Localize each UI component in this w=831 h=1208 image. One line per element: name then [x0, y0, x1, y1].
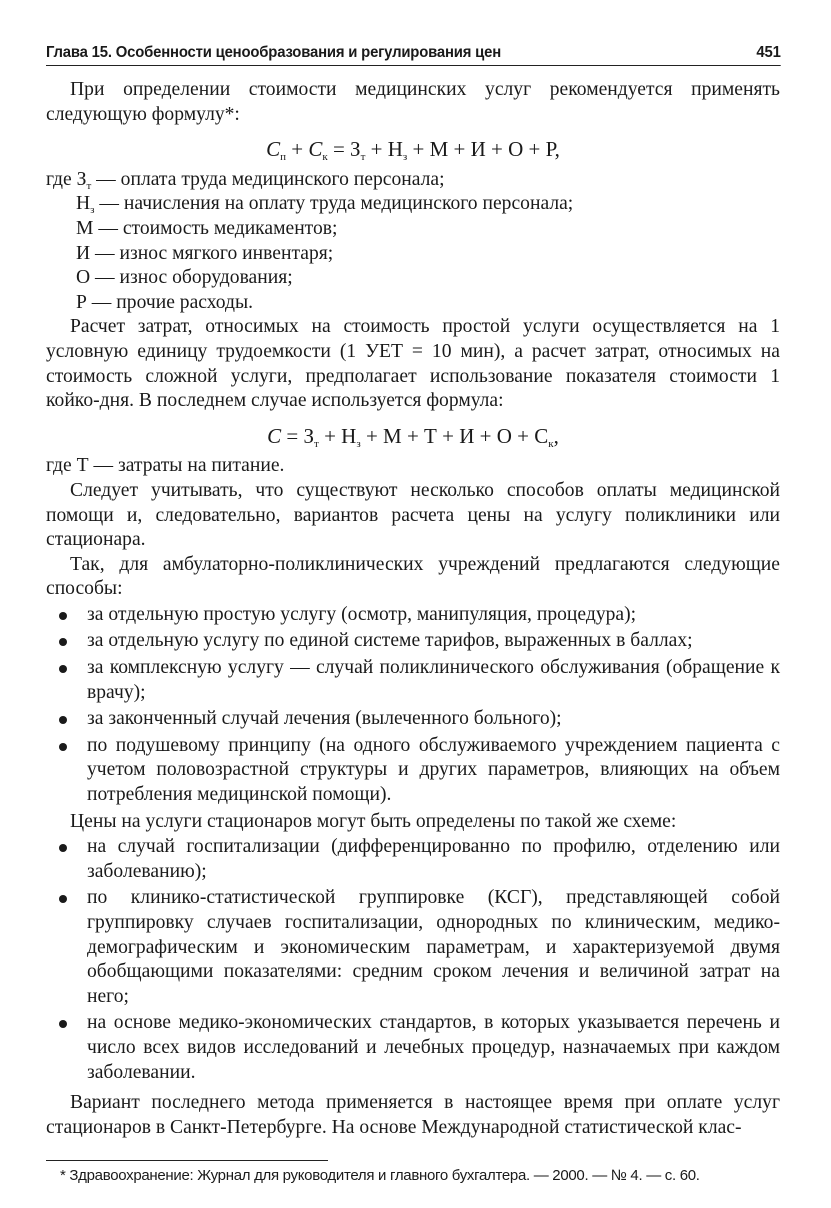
legend-text: — начисления на оплату труда медицинского персонала; — [94, 193, 574, 215]
page-number: 451 — [756, 44, 781, 61]
formula-bed-day — [46, 424, 780, 449]
formula-term: C — [266, 137, 281, 162]
paragraph-inpatient: Цены на услуги стационаров могут быть определены по такой же схеме: — [70, 810, 677, 832]
legend-item — [46, 266, 780, 291]
legend-symbol: М — [76, 217, 94, 239]
legend-text: — износ оборудования; — [90, 267, 293, 289]
formula-term: = З — [281, 423, 315, 448]
paragraph-payment-methods: Следует учитывать, что существуют несколько способов оплаты медицинской помощи и, следовательно, вариантов расчета цены на услугу поликлиники или стационара. — [46, 479, 780, 551]
list-item: за отдельную простую услугу (осмотр, манипуляция, процедура); — [46, 603, 780, 628]
legend-subscript: т — [86, 179, 92, 192]
formula-subscript: к — [548, 437, 554, 450]
where-label: где — [46, 168, 72, 190]
list-item: на случай госпитализации (дифференцированно по профилю, отделению или заболеванию); — [46, 835, 780, 884]
formula-cost — [46, 137, 780, 162]
legend-symbol: И — [76, 242, 91, 264]
legend-item — [46, 168, 780, 193]
list-item: на основе медико-экономических стандартов, в которых указывается перечень и число всех видов исследований и лечебных процедур, назначаемых при каждом заболевании. — [46, 1011, 780, 1085]
outpatient-bullet-list — [46, 603, 780, 808]
formula-subscript: з — [356, 437, 361, 450]
paragraph-spb: Вариант последнего метода применяется в настоящее время при оплате услуг стационаров в Санкт-Петербурге. На основе Международной статистической клас- — [46, 1092, 780, 1138]
formula-term: + М + И + О + Р, — [407, 137, 560, 162]
formula-term: = З — [327, 137, 361, 162]
body-text — [46, 78, 780, 1140]
legend-text: — износ мягкого инвентаря; — [90, 242, 334, 264]
legend-symbol: О — [76, 267, 91, 289]
formula-term: + — [285, 137, 309, 162]
formula-subscript: т — [360, 151, 366, 164]
paragraph-where-t: где Т — затраты на питание. — [46, 455, 285, 477]
formula-term: + Н — [365, 137, 403, 162]
legend-symbol: З — [76, 168, 87, 190]
formula-subscript: з — [402, 151, 408, 164]
legend-subscript: з — [90, 204, 95, 217]
list-item: по клинико-статистической группировке (КСГ), представляющей собой группировку случаев госпитализации, однородных по клиническим, медико-демографическим и экономическим параметрам, и характеризуемой двумя обобщающими показателями: средним сроком лечения и величиной затрат на него; — [46, 886, 780, 1009]
legend-symbol: Р — [76, 291, 87, 313]
list-item: за отдельную услугу по единой системе тарифов, выраженных в баллах; — [46, 629, 780, 654]
legend-text: — прочие расходы. — [86, 291, 254, 313]
legend-item — [46, 242, 780, 267]
list-item: за комплексную услугу — случай поликлинического обслуживания (обращение к врачу); — [46, 656, 780, 705]
formula-term: + М + Т + И + О + С — [360, 423, 549, 448]
chapter-title: Глава 15. Особенности ценообразования и регулирования цен — [46, 44, 502, 61]
footnote: * Здравоохранение: Журнал для руководителя и главного бухгалтера. — 2000. — № 4. — с. 60. — [60, 1167, 700, 1184]
legend-text: — стоимость медикаментов; — [93, 217, 338, 239]
formula-term: , — [553, 423, 559, 448]
legend-item — [46, 217, 780, 242]
paragraph-outpatient: Так, для амбулаторно-поликлинических учреждений предлагаются следующие способы: — [46, 553, 780, 600]
formula-term: C — [308, 137, 323, 162]
legend-item — [46, 192, 780, 217]
running-header — [46, 44, 781, 66]
formula-term: + Н — [318, 423, 357, 448]
formula-subscript: т — [314, 437, 319, 450]
legend-symbol: Н — [76, 193, 91, 215]
list-item: по подушевому принципу (на одного обслуживаемого учреждением пациента с учетом половозрастной структуры и других параметров, влияющих на объем потребления медицинской помощи). — [46, 734, 780, 808]
formula-term: C — [267, 423, 282, 448]
footnote-divider — [46, 1160, 328, 1161]
paragraph-intro: При определении стоимости медицинских услуг рекомендуется применять следующую формулу*: — [46, 79, 780, 125]
legend-item — [46, 291, 780, 316]
formula-subscript: к — [322, 151, 328, 164]
paragraph-cost-calc: Расчет затрат, относимых на стоимость простой услуги осуществляется на 1 условную единицу трудоемкости (1 УЕТ = 10 мин), а расчет затрат, относимых на стоимость сложной услуги, предполагает использование показателя стоимости 1 койко-дня. В последнем случае используется формула: — [46, 316, 780, 412]
legend-list — [46, 168, 780, 316]
inpatient-bullet-list — [46, 835, 780, 1085]
legend-text: — оплата труда медицинского персонала; — [91, 168, 445, 190]
list-item: за законченный случай лечения (вылеченного больного); — [46, 707, 780, 732]
formula-subscript: п — [280, 151, 286, 164]
page — [46, 44, 780, 1140]
